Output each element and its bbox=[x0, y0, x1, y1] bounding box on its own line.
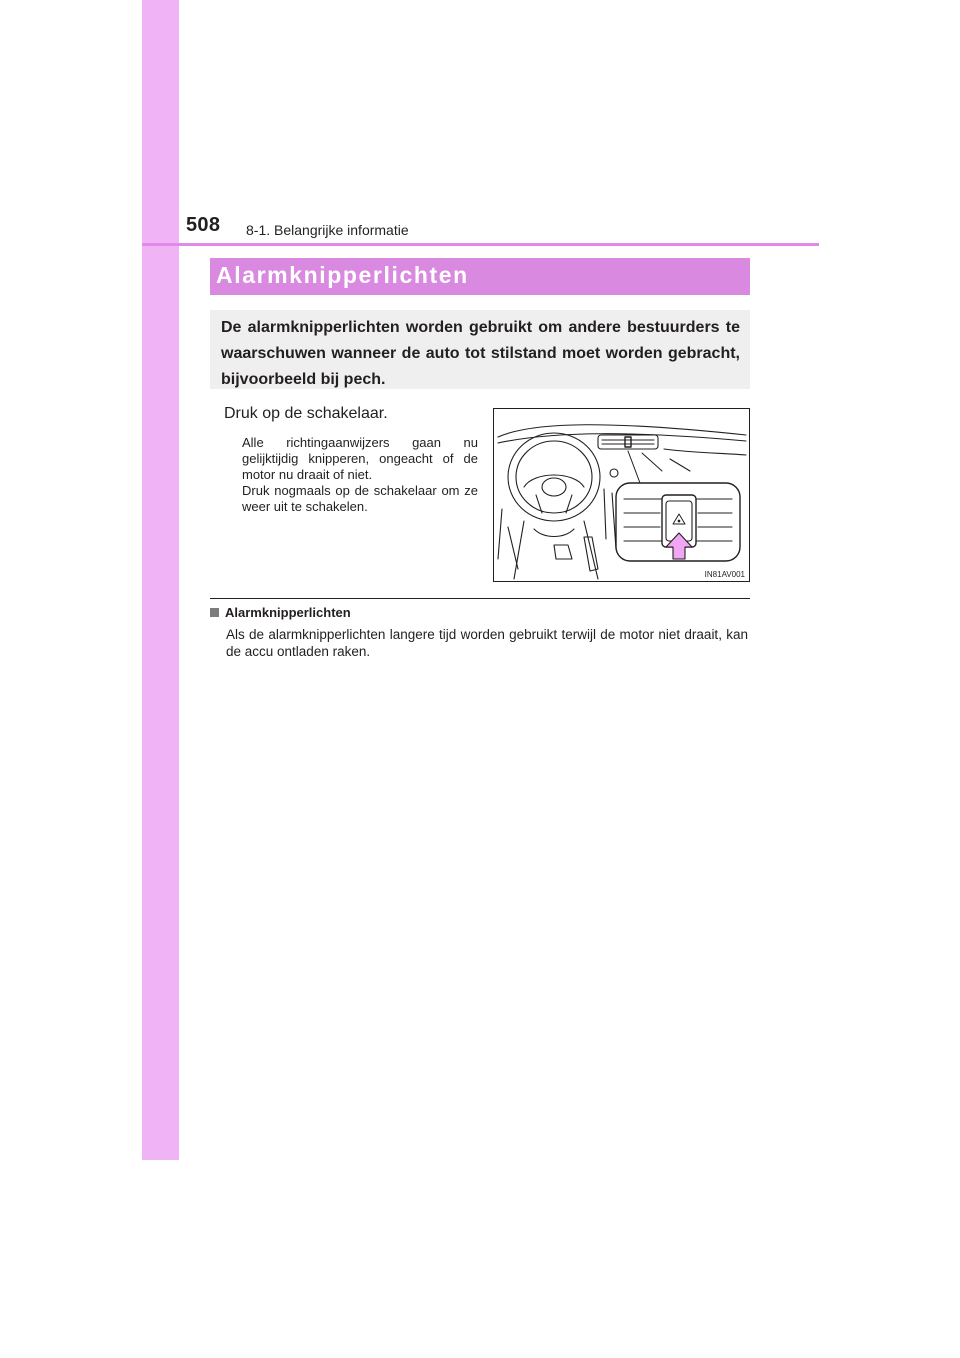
step-detail-1: Alle richtingaanwijzers gaan nu gelijktijdig knipperen, ongeacht of de motor nu draait of niet. bbox=[242, 435, 478, 482]
page-title: Alarmknipperlichten bbox=[216, 262, 469, 288]
section-reference: 8-1. Belangrijke informatie bbox=[246, 222, 409, 238]
note-heading bbox=[210, 605, 351, 620]
intro-box bbox=[210, 310, 750, 389]
section-divider bbox=[210, 598, 750, 599]
note-heading-text: Alarmknipperlichten bbox=[225, 605, 351, 620]
title-bar bbox=[210, 258, 750, 295]
step-detail-2: Druk nogmaals op de schakelaar om ze weer uit te schakelen. bbox=[242, 483, 478, 514]
square-bullet-icon bbox=[210, 608, 219, 617]
header-divider bbox=[142, 243, 819, 246]
chapter-side-tab bbox=[142, 0, 179, 1160]
intro-text: De alarmknipperlichten worden gebruikt om andere bestuurders te waarschuwen wanneer de auto tot stilstand moet worden gebracht, bijvoorbeeld bij pech. bbox=[221, 319, 740, 388]
step-body bbox=[242, 435, 478, 515]
figure-code: IN81AV001 bbox=[704, 570, 745, 579]
page-number: 508 bbox=[186, 214, 221, 236]
dashboard-illustration bbox=[493, 408, 750, 582]
note-body: Als de alarmknipperlichten langere tijd worden gebruikt terwijl de motor niet draait, kan de accu ontladen raken. bbox=[226, 627, 748, 659]
step-heading: Druk op de schakelaar. bbox=[224, 405, 388, 422]
dashboard-drawing bbox=[494, 409, 749, 581]
